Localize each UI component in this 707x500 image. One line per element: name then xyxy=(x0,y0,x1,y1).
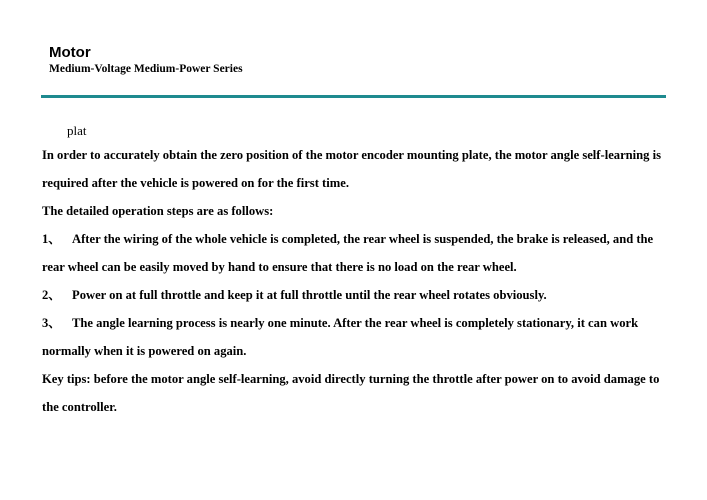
header-subtitle: Medium-Voltage Medium-Power Series xyxy=(49,63,243,75)
step-text: Power on at full throttle and keep it at full throttle until the rear wheel rotates obviously. xyxy=(72,288,547,302)
step-number: 2、 xyxy=(42,288,61,302)
header-title: Motor xyxy=(49,44,91,61)
key-tips-paragraph: Key tips: before the motor angle self-learning, avoid directly turning the throttle after power on to avoid damage to the controller. xyxy=(42,372,660,414)
step-item xyxy=(42,309,667,365)
text-fragment: plat xyxy=(67,123,87,138)
step-item xyxy=(42,281,667,309)
step-text: The angle learning process is nearly one minute. After the rear wheel is completely stationary, it can work normally when it is powered on again. xyxy=(42,316,639,358)
step-number: 1、 xyxy=(42,232,61,246)
intro-paragraph: In order to accurately obtain the zero position of the motor encoder mounting plate, the motor angle self-learning is required after the vehicle is powered on for the first time. xyxy=(42,148,662,190)
step-text: After the wiring of the whole vehicle is completed, the rear wheel is suspended, the brake is released, and the rear wheel can be easily moved by hand to ensure that there is no load on the rear wheel. xyxy=(42,232,654,274)
step-number: 3、 xyxy=(42,316,61,330)
step-item xyxy=(42,225,667,281)
document-body xyxy=(42,121,667,421)
header-divider xyxy=(41,95,666,98)
document-header xyxy=(49,44,243,76)
steps-heading: The detailed operation steps are as follows: xyxy=(42,204,274,218)
